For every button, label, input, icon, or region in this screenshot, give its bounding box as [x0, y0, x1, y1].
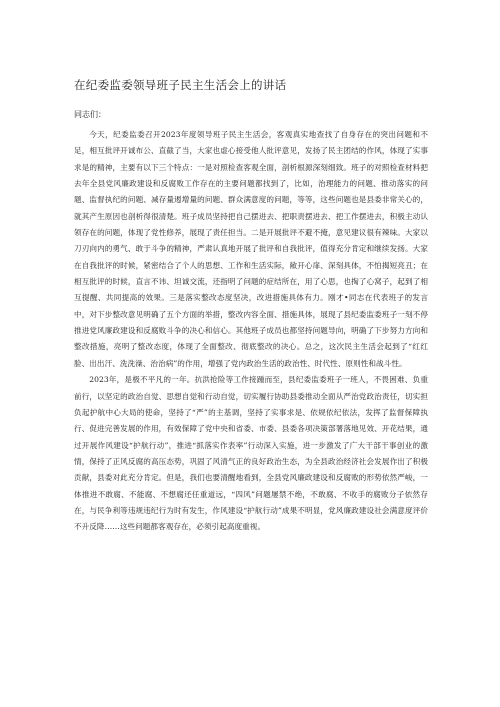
document-title: 在纪委监委领导班子民主生活会上的讲话: [74, 78, 287, 92]
paragraph-2: 2023年，是极不平凡的一年。抗洪抢险等工作接踵而至，县纪委监委班子一班人，不畏困难、负重前行，以坚定的政治自觉、思想自觉和行动自觉，切实履行协助县委推动全面从严治党政治责任，切实担负起护航中心大局的使命，坚持了“严”的主基调，坚持了实事求是、依规依纪依法，发挥了监督保障执行、促进完善发展的作用，有效保障了党中央和省委、市委、县委各项决策部署落地见效、开花结果，通过开展作风建设“护航行动”，推进“抓落实作表率”行动深入实施，进一步激发了广大干部干事创业的激情，保持了正风反腐的高压态势，巩固了风清气正的良好政治生态，为全县政治经济社会发展作出了积极贡献，县委对此充分肯定。但是，我们也要清醒地看到，全县党风廉政建设和反腐败的形势依然严峻，一体推进不敢腐、不能腐、不想腐还任重道远，“四风”问题屡禁不绝，不敢腐、不收手的腐败分子依然存在，与民争利等违规违纪行为时有发生，作风建设“护航行动”成果不明显，党风廉政建设社会满意度评价不升反降……这些问题都客观存在，必须引起高度重视。: [74, 375, 428, 532]
salutation: 同志们：: [74, 110, 106, 119]
paragraph-1: 今天，纪委监委召开2023年度领导班子民主生活会，客观真实地查找了自身存在的突出问题和不足，相互批评开诚布公、直截了当，大家也虚心接受他人批评意见，发扬了民主团结的作风，体现了实事求是的精神，主要有以下三个特点：一是对照检查客观全面，剖析根源深刻细致。班子的对照检查材料把去年全县党风廉政建设和反腐败工作存在的主要问题都找到了，比如，治理能力的问题、推动落实的问题、监督执纪的问题、减存量遏增量的问题、群众满意度的问题，等等，这些问题也是县委非常关心的，就其产生原因也剖析得很清楚。班子成员坚持把自己摆进去、把职责摆进去、把工作摆进去，积极主动认领存在的问题，体现了党性修养，展现了责任担当。二是开展批评不避不掩，意见建议很有辣味。大家以刀刃向内的勇气、敢于斗争的精神，严肃认真地开展了批评和自我批评，值得充分肯定和继续发扬。大家在自我批评的时候，紧密结合了个人的思想、工作和生活实际，敞开心扉、深刻具体，不怕揭短亮丑；在相互批评的时候，直言不讳、坦诚交流，还指明了问题的症结所在，用了心思，也掏了心窝子，起到了相互提醒、共同提高的效果。三是落实整改态度坚决，改进措施具体有力。刚才•同志在代表班子的发言中，对下步整改意见明确了五个方面的举措，整改内容全面、措施具体，展现了县纪委监委班子一刻不停推进党风廉政建设和反腐败斗争的决心和信心。其他班子成员也都坚持问题导向，明确了下步努力方向和整改措施，亮明了整改态度，体现了全面整改、彻底整改的决心。总之，这次民主生活会起到了“红红脸、出出汗、洗洗澡、治治病”的作用，增强了党内政治生活的政治性、时代性、原则性和战斗性。: [74, 130, 428, 368]
document-body: [74, 127, 428, 536]
